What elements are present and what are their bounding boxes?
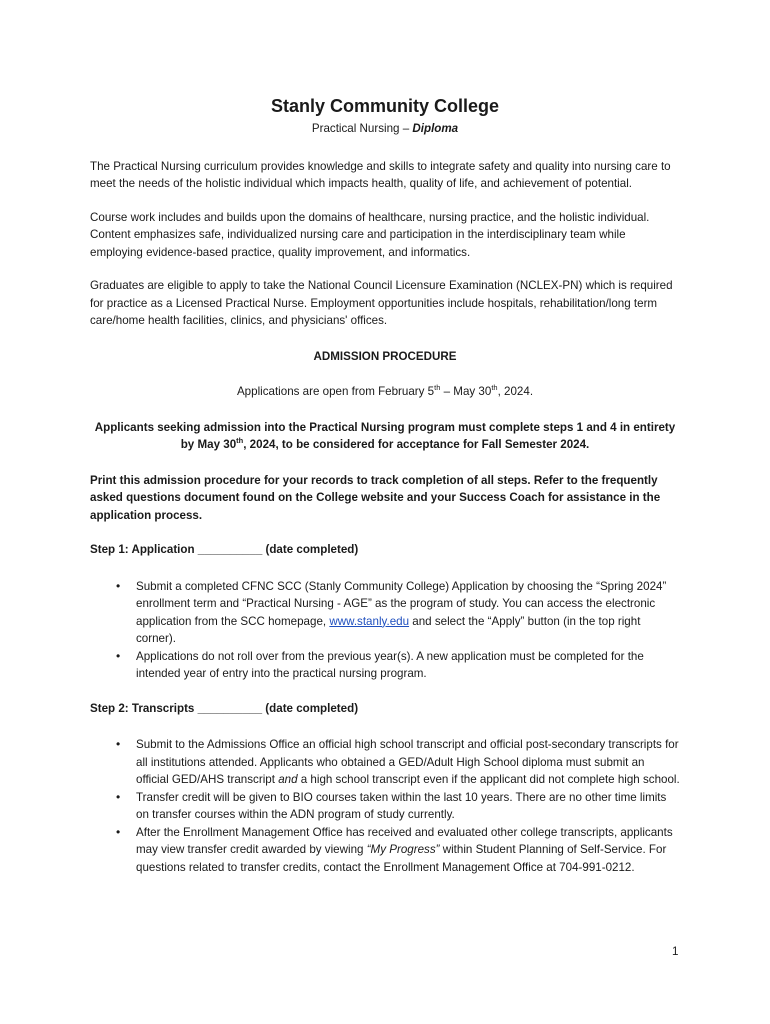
step2-list xyxy=(90,736,680,876)
step2-b3-emph: “My Progress” xyxy=(366,843,440,856)
step1-list xyxy=(90,578,680,683)
list-item: • Transfer credit will be given to BIO courses taken within the last 10 years. There are no other time limits on transfer courses within the ADN program of study currently. xyxy=(136,789,680,824)
document-subtitle xyxy=(90,120,680,138)
intro-paragraph-curriculum: The Practical Nursing curriculum provides knowledge and skills to integrate safety and quality into nursing care to meet the needs of the holistic individual which impacts health, quality of life, and achievement of potential. xyxy=(90,159,671,190)
admission-heading: ADMISSION PROCEDURE xyxy=(313,349,457,363)
open-text-a: Applications are open from February 5 xyxy=(236,385,435,398)
page-number: 1 xyxy=(672,945,679,958)
intro-paragraph-coursework: Course work includes and builds upon the domains of healthcare, nursing practice, and the holistic individual. Content emphasizes safe, individualized nursing care and participation in the interdisciplinary team while employing evidence-based practice, quality improvement, and informatics. xyxy=(90,210,650,259)
applications-open-dates xyxy=(90,383,680,401)
document-title: Stanly Community College xyxy=(270,96,500,116)
stanly-website-link[interactable]: www.stanly.edu xyxy=(329,614,410,628)
deadline-sup: th xyxy=(236,436,244,446)
document-content xyxy=(90,94,680,876)
step2-b3-text-a: After the Enrollment Management Office has received and evaluated other college transcripts, applicants may view transfer credit awarded by viewing xyxy=(136,825,673,856)
deadline-text-b: , 2024, to be considered for acceptance for Fall Semester 2024. xyxy=(243,438,590,451)
step2-b1-emph: and xyxy=(278,773,298,786)
open-text-c: , 2024. xyxy=(497,385,534,398)
open-sup-1: th xyxy=(434,383,441,393)
list-item: • Applications do not roll over from the previous year(s). A new application must be completed for the intended year of entry into the practical nursing program. xyxy=(136,648,680,683)
print-note: Print this admission procedure for your records to track completion of all steps. Refer to the frequently asked questions document found on the College website and your Success Coach for assistance in the application process. xyxy=(90,473,661,522)
step2-b1-text-a: Submit to the Admissions Office an official high school transcript and official post-secondary transcripts for all institutions attended. Applicants who obtained a GED/Adult High School diploma must submit an official GED/AHS transcript xyxy=(136,738,679,786)
subtitle-program: Practical Nursing – xyxy=(311,122,413,135)
open-text-b: – May 30 xyxy=(440,385,492,398)
subtitle-credential: Diploma xyxy=(412,122,459,135)
deadline-notice xyxy=(90,419,680,454)
step1-heading: Step 1: Application __________ (date completed) xyxy=(90,543,359,556)
list-item xyxy=(136,736,680,789)
step1-b1-text-a: Submit a completed CFNC SCC (Stanly Community College) Application by choosing the “Spring 2024” enrollment term and “Practical Nursing - AGE” as the program of study. You can access the electronic application from the SCC homepage, xyxy=(136,579,667,628)
list-item xyxy=(136,824,680,877)
step1-b1-text-b: and select the “Apply” button (in the top right corner). xyxy=(136,614,641,645)
step2-heading: Step 2: Transcripts __________ (date completed) xyxy=(90,701,359,715)
step2-b1-text-b: a high school transcript even if the applicant did not complete high school. xyxy=(297,773,680,786)
intro-paragraph-graduates: Graduates are eligible to apply to take the National Council Licensure Examination (NCLEX-PN) which is required for practice as a Licensed Practical Nurse. Employment opportunities include hospitals, rehabilitation/long term care/home health facilities, clinics, and physicians' offices. xyxy=(90,279,673,327)
list-item xyxy=(136,578,680,648)
deadline-text-a: Applicants seeking admission into the Practical Nursing program must complete steps 1 and 4 in entirety by May 30 xyxy=(94,420,676,451)
open-sup-2: th xyxy=(491,383,498,393)
step2-b3-text-b: within Student Planning of Self-Service. For questions related to transfer credits, contact the Enrollment Management Office at 704-991-0212. xyxy=(136,843,667,874)
